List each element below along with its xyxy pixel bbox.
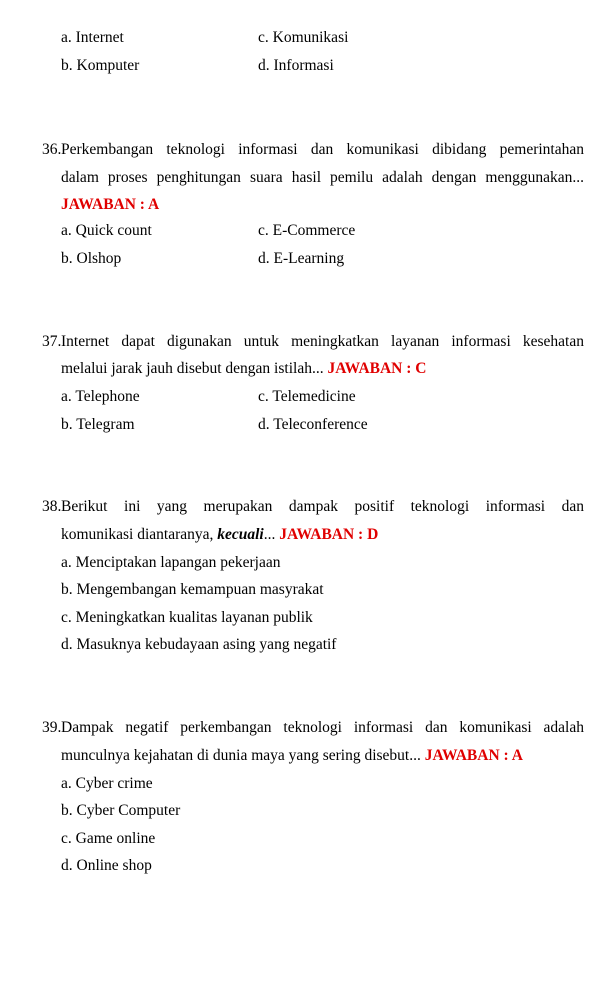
q35-option-b: b. Komputer [61,57,140,74]
q38-question-line1: Berikut ini yang merupakan dampak positif teknologi informasi dan [61,498,584,515]
q38-option-b: b. Mengembangan kemampuan masyrakat [61,581,324,598]
q38-question-kecuali: kecuali [217,526,264,543]
q37-question-line2-wrap [61,359,427,379]
q39-answer: JAWABAN : A [424,747,523,764]
q37-option-d: d. Teleconference [258,416,368,433]
q36-number: 36. [42,141,62,158]
q38-question-line2-pre: komunikasi diantaranya, [61,526,214,543]
q35-option-d: d. Informasi [258,57,334,74]
q39-option-b: b. Cyber Computer [61,802,181,819]
q39-option-c: c. Game online [61,830,156,847]
q35-option-a: a. Internet [61,29,124,46]
q39-question-line2-wrap [61,746,523,766]
q37-option-c: c. Telemedicine [258,388,356,405]
q37-option-a: a. Telephone [61,388,140,405]
q36-answer: JAWABAN : A [61,196,160,213]
q35-option-c: c. Komunikasi [258,29,349,46]
q37-answer: JAWABAN : C [327,360,427,377]
q37-question-line1: Internet dapat digunakan untuk meningkatkan layanan informasi kesehatan [61,333,584,350]
q39-option-d: d. Online shop [61,857,152,874]
q38-answer: JAWABAN : D [279,526,379,543]
q39-option-a: a. Cyber crime [61,775,153,792]
q38-number: 38. [42,498,62,515]
q37-option-b: b. Telegram [61,416,135,433]
q39-question-line1: Dampak negatif perkembangan teknologi informasi dan komunikasi adalah [61,719,584,736]
q38-option-a: a. Menciptakan lapangan pekerjaan [61,554,281,571]
q36-option-a: a. Quick count [61,222,152,239]
q39-question-line2: munculnya kejahatan di dunia maya yang sering disebut... [61,747,421,764]
q37-question-line2: melalui jarak jauh disebut dengan istilah... [61,360,324,377]
q39-number: 39. [42,719,62,736]
q38-option-d: d. Masuknya kebudayaan asing yang negatif [61,636,337,653]
q38-question-line2-wrap [61,525,378,545]
q37-number: 37. [42,333,62,350]
q36-question-line1: Perkembangan teknologi informasi dan komunikasi dibidang pemerintahan [61,141,584,158]
q36-option-b: b. Olshop [61,250,122,267]
q36-option-c: c. E-Commerce [258,222,356,239]
q36-option-d: d. E-Learning [258,250,345,267]
q36-question-line2: dalam proses penghitungan suara hasil pemilu adalah dengan menggunakan... [61,169,584,186]
q38-question-line2-post: ... [263,526,276,543]
q38-option-c: c. Meningkatkan kualitas layanan publik [61,609,313,626]
